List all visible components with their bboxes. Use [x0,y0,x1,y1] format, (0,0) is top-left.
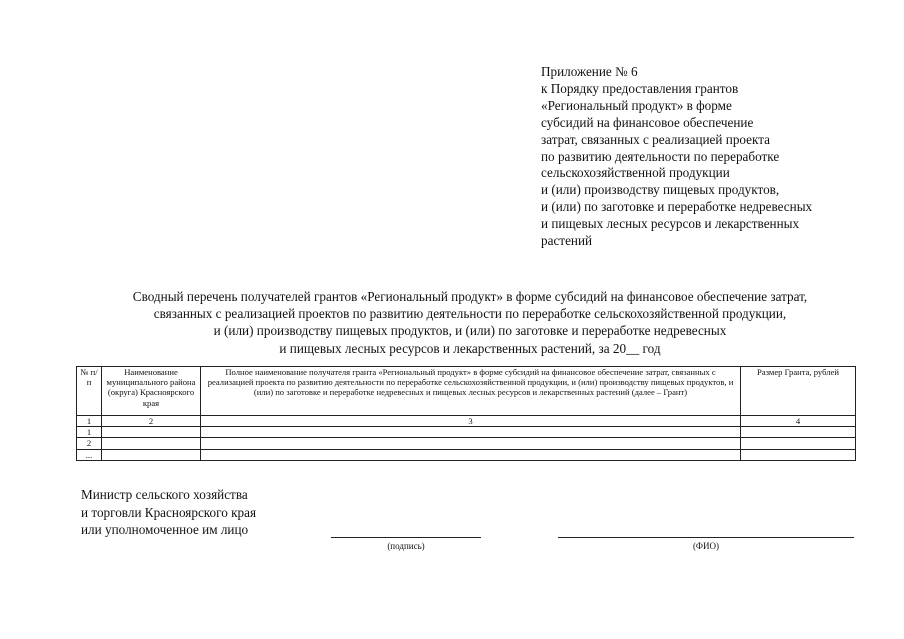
title-line: Сводный перечень получателей грантов «Региональный продукт» в форме субсидий на финансовое обеспечение затрат, [132,289,808,304]
signatory-line: и торговли Красноярского края [81,504,257,520]
appendix-line: субсидий на финансовое обеспечение [541,114,754,130]
appendix-line: и пищевых лесных ресурсов и лекарственных [541,216,800,232]
recipient-cell [201,427,741,438]
row-number: 2 [77,438,102,449]
header-recipient-name: Полное наименование получателя гранта «Региональный продукт» в форме субсидий на финансовое обеспечение затрат, связанных с реализацией проекта по развитию деятельности по переработке сельскохозяйственной продукции, и (или) производству пищевых продуктов, и (или) по заготовке и переработке недревесных и пищевых лесных ресурсов и лекарственных растений (далее – Грант) [201,367,741,416]
appendix-note [541,64,881,250]
appendix-line: и (или) по заготовке и переработке недревесных [541,199,813,215]
table-row [77,449,856,460]
appendix-line: растений [541,233,593,249]
column-number: 4 [741,416,856,427]
amount-cell [741,427,856,438]
column-numbering-row [77,416,856,427]
amount-cell [741,438,856,449]
signatory-line: Министр сельского хозяйства [81,487,248,502]
header-district: Наименование муниципального района (округа) Красноярского края [102,367,201,416]
recipient-cell [201,449,741,460]
signature-line [331,537,481,538]
table-row [77,438,856,449]
column-number: 3 [201,416,741,427]
column-number: 1 [77,416,102,427]
recipient-cell [201,438,741,449]
title-line: связанных с реализацией проектов по развитию деятельности по переработке сельскохозяйственной продукции, [153,306,787,322]
header-grant-amount: Размер Гранта, рублей [741,367,856,416]
signature-label: (подпись) [387,541,425,551]
signatory-block [81,486,341,539]
recipients-table [76,366,856,461]
appendix-line: и (или) производству пищевых продуктов, [541,182,780,198]
appendix-line: Приложение № 6 [541,64,638,79]
row-number: 1 [77,427,102,438]
appendix-line: сельскохозяйственной продукции [541,165,730,181]
amount-cell [741,449,856,460]
appendix-line: по развитию деятельности по переработке [541,148,780,164]
table-row [77,427,856,438]
appendix-line: «Региональный продукт» в форме [541,97,732,113]
district-cell [102,427,201,438]
document-title [40,288,900,357]
row-number: ... [77,449,102,460]
table-header-row [77,367,856,416]
title-line: и пищевых лесных ресурсов и лекарственных растений, за 20__ год [279,340,661,356]
district-cell [102,449,201,460]
name-label: (ФИО) [692,541,720,551]
signatory-line: или уполномоченное им лицо [81,522,249,538]
appendix-line: к Порядку предоставления грантов [541,80,739,96]
header-number: № п/п [77,367,102,416]
district-cell [102,438,201,449]
column-number: 2 [102,416,201,427]
appendix-line: затрат, связанных с реализацией проекта [541,131,771,147]
name-line [558,537,854,538]
title-line: и (или) производству пищевых продуктов, и (или) по заготовке и переработке недревесных [213,323,727,339]
